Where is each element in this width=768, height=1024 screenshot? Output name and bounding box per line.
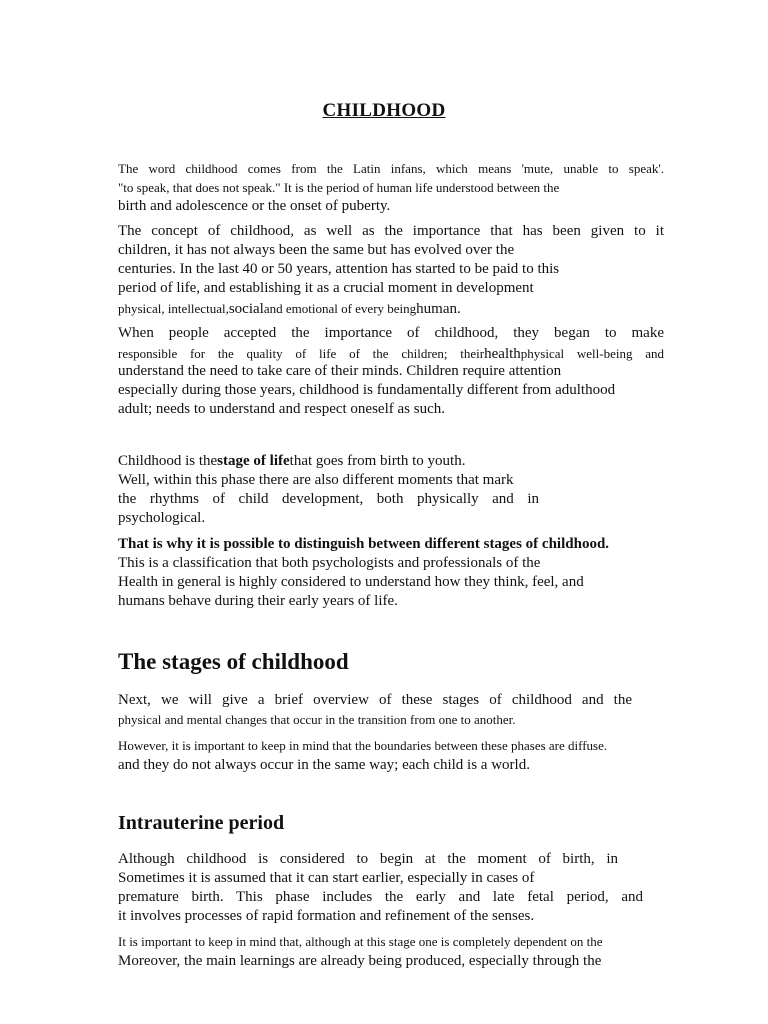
section-heading: Intrauterine period: [118, 812, 285, 834]
text-line: When people accepted the importance of childhood, they began to make: [118, 325, 664, 341]
text-line: children, it has not always been the same but has evolved over the: [118, 242, 515, 258]
text-line: psychological.: [118, 510, 206, 526]
text-segment: and emotional of every being: [263, 301, 417, 316]
text-line: birth and adolescence or the onset of puberty.: [118, 198, 391, 214]
text-line: understand the need to take care of their minds. Children require attention: [118, 363, 562, 379]
text-segment: health: [484, 346, 521, 362]
section-heading: The stages of childhood: [118, 649, 349, 674]
text-segment: physical, intellectual,: [118, 301, 229, 316]
text-line: centuries. In the last 40 or 50 years, attention has started to be paid to this: [118, 261, 560, 277]
text-line: [118, 344, 664, 364]
text-segment: Childhood is the: [118, 453, 218, 469]
text-line: Health in general is highly considered to understand how they think, feel, and: [118, 574, 584, 590]
text-line: The concept of childhood, as well as the importance that has been given to it: [118, 223, 664, 239]
text-segment: that goes from birth to youth.: [289, 453, 466, 469]
text-line: it involves processes of rapid formation and refinement of the senses.: [118, 908, 535, 924]
text-line: period of life, and establishing it as a crucial moment in development: [118, 280, 534, 296]
text-line: especially during those years, childhood is fundamentally different from adulthood: [118, 382, 616, 398]
text-line: However, it is important to keep in mind that the boundaries between these phases are diffuse.: [118, 738, 608, 753]
text-line: Well, within this phase there are also different moments that mark: [118, 472, 514, 488]
text-segment: human.: [416, 301, 461, 317]
text-segment: physical well-being and: [520, 346, 664, 361]
text-line: Sometimes it is assumed that it can start earlier, especially in cases of: [118, 870, 535, 886]
text-line: adult; needs to understand and respect oneself as such.: [118, 401, 445, 417]
page-title: CHILDHOOD: [322, 100, 446, 121]
text-line: [118, 452, 465, 471]
text-line: Although childhood is considered to begin at the moment of birth, in: [118, 851, 618, 867]
text-line: the rhythms of child development, both physically and in: [118, 491, 539, 507]
text-segment: social: [228, 301, 264, 317]
text-line: [118, 299, 461, 319]
text-line: humans behave during their early years of life.: [118, 593, 398, 609]
text-line: premature birth. This phase includes the early and late fetal period, and: [118, 889, 643, 905]
text-segment-bold: stage of life: [217, 453, 290, 469]
text-line: This is a classification that both psychologists and professionals of the: [118, 555, 541, 571]
text-line: and they do not always occur in the same way; each child is a world.: [118, 757, 530, 773]
text-line: physical and mental changes that occur in the transition from one to another.: [118, 712, 516, 727]
text-line-bold: That is why it is possible to distinguish between different stages of childhood.: [118, 536, 610, 552]
text-line: It is important to keep in mind that, although at this stage one is completely dependent on the: [118, 934, 603, 949]
text-line: "to speak, that does not speak." It is the period of human life understood between the: [118, 180, 560, 195]
text-line: Moreover, the main learnings are already being produced, especially through the: [118, 953, 602, 969]
text-line: The word childhood comes from the Latin infans, which means 'mute, unable to speak'.: [118, 161, 664, 176]
text-segment: responsible for the quality of life of the children; their: [118, 346, 485, 361]
text-line: Next, we will give a brief overview of these stages of childhood and the: [118, 692, 632, 708]
